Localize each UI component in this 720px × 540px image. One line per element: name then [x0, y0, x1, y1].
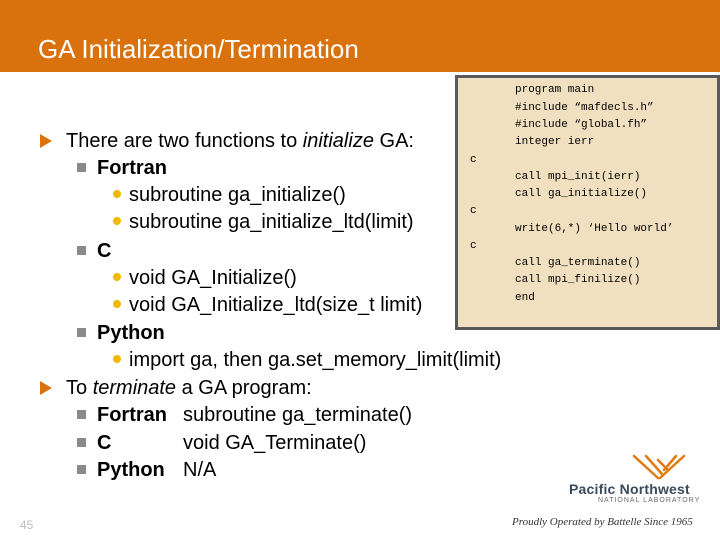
- square-bullet-icon: [77, 410, 86, 419]
- code-line: program main: [515, 84, 595, 96]
- term-call-python: N/A: [183, 459, 217, 481]
- term-lang-c: C: [97, 432, 112, 454]
- organization-name: Pacific Northwest: [569, 481, 690, 497]
- square-bullet-icon: [77, 328, 86, 337]
- bullet-text: a GA program:: [176, 377, 312, 399]
- code-line: #include “mafdecls.h”: [515, 102, 654, 114]
- dot-bullet-icon: [113, 300, 121, 308]
- term-lang-python: Python: [97, 459, 165, 481]
- code-comment-mark: c: [470, 154, 477, 166]
- footer-tagline: Proudly Operated by Battelle Since 1965: [512, 516, 693, 528]
- dot-bullet-icon: [113, 355, 121, 363]
- code-line: end: [515, 292, 535, 304]
- bullet-text: GA:: [373, 130, 414, 152]
- fortran-label: Fortran: [97, 157, 167, 179]
- bullet-emphasis: terminate: [92, 377, 177, 399]
- square-bullet-icon: [77, 163, 86, 172]
- term-lang-fortran: Fortran: [97, 404, 167, 426]
- page-number: 45: [20, 518, 34, 532]
- code-line: #include “global.fh”: [515, 119, 648, 131]
- bullet-text: There are two functions to: [66, 130, 303, 152]
- bullet-terminate: [66, 376, 312, 400]
- code-line: call mpi_init(ierr): [515, 171, 641, 183]
- fortran-init-item: subroutine ga_initialize(): [129, 184, 346, 206]
- bullet-initialize: [66, 129, 414, 153]
- c-init-item: void GA_Initialize(): [129, 267, 297, 289]
- code-line: write(6,*) ‘Hello world’: [515, 223, 674, 235]
- triangle-bullet-icon: [40, 381, 52, 395]
- dot-bullet-icon: [113, 190, 121, 198]
- code-line: call ga_initialize(): [515, 188, 648, 200]
- triangle-bullet-icon: [40, 134, 52, 148]
- bullet-emphasis: initialize: [302, 130, 374, 152]
- organization-subtitle: NATIONAL LABORATORY: [598, 497, 701, 504]
- code-line: call ga_terminate(): [515, 257, 641, 269]
- code-line: call mpi_finilize(): [515, 274, 641, 286]
- code-comment-mark: c: [470, 240, 477, 252]
- code-sample-box: [455, 75, 720, 330]
- square-bullet-icon: [77, 246, 86, 255]
- term-call-c: void GA_Terminate(): [183, 432, 367, 454]
- square-bullet-icon: [77, 465, 86, 474]
- square-bullet-icon: [77, 438, 86, 447]
- term-call-fortran: subroutine ga_terminate(): [183, 404, 413, 426]
- slide-title: GA Initialization/Termination: [38, 34, 359, 64]
- python-init-item: import ga, then ga.set_memory_limit(limit): [129, 349, 502, 371]
- pnnl-logo-icon: [630, 452, 688, 482]
- python-label: Python: [97, 322, 165, 344]
- bullet-text: To: [66, 377, 93, 399]
- code-comment-mark: c: [470, 205, 477, 217]
- fortran-init-ltd-item: subroutine ga_initialize_ltd(limit): [129, 211, 414, 233]
- dot-bullet-icon: [113, 273, 121, 281]
- code-line: integer ierr: [515, 136, 595, 148]
- c-label: C: [97, 240, 112, 262]
- c-init-ltd-item: void GA_Initialize_ltd(size_t limit): [129, 294, 423, 316]
- dot-bullet-icon: [113, 217, 121, 225]
